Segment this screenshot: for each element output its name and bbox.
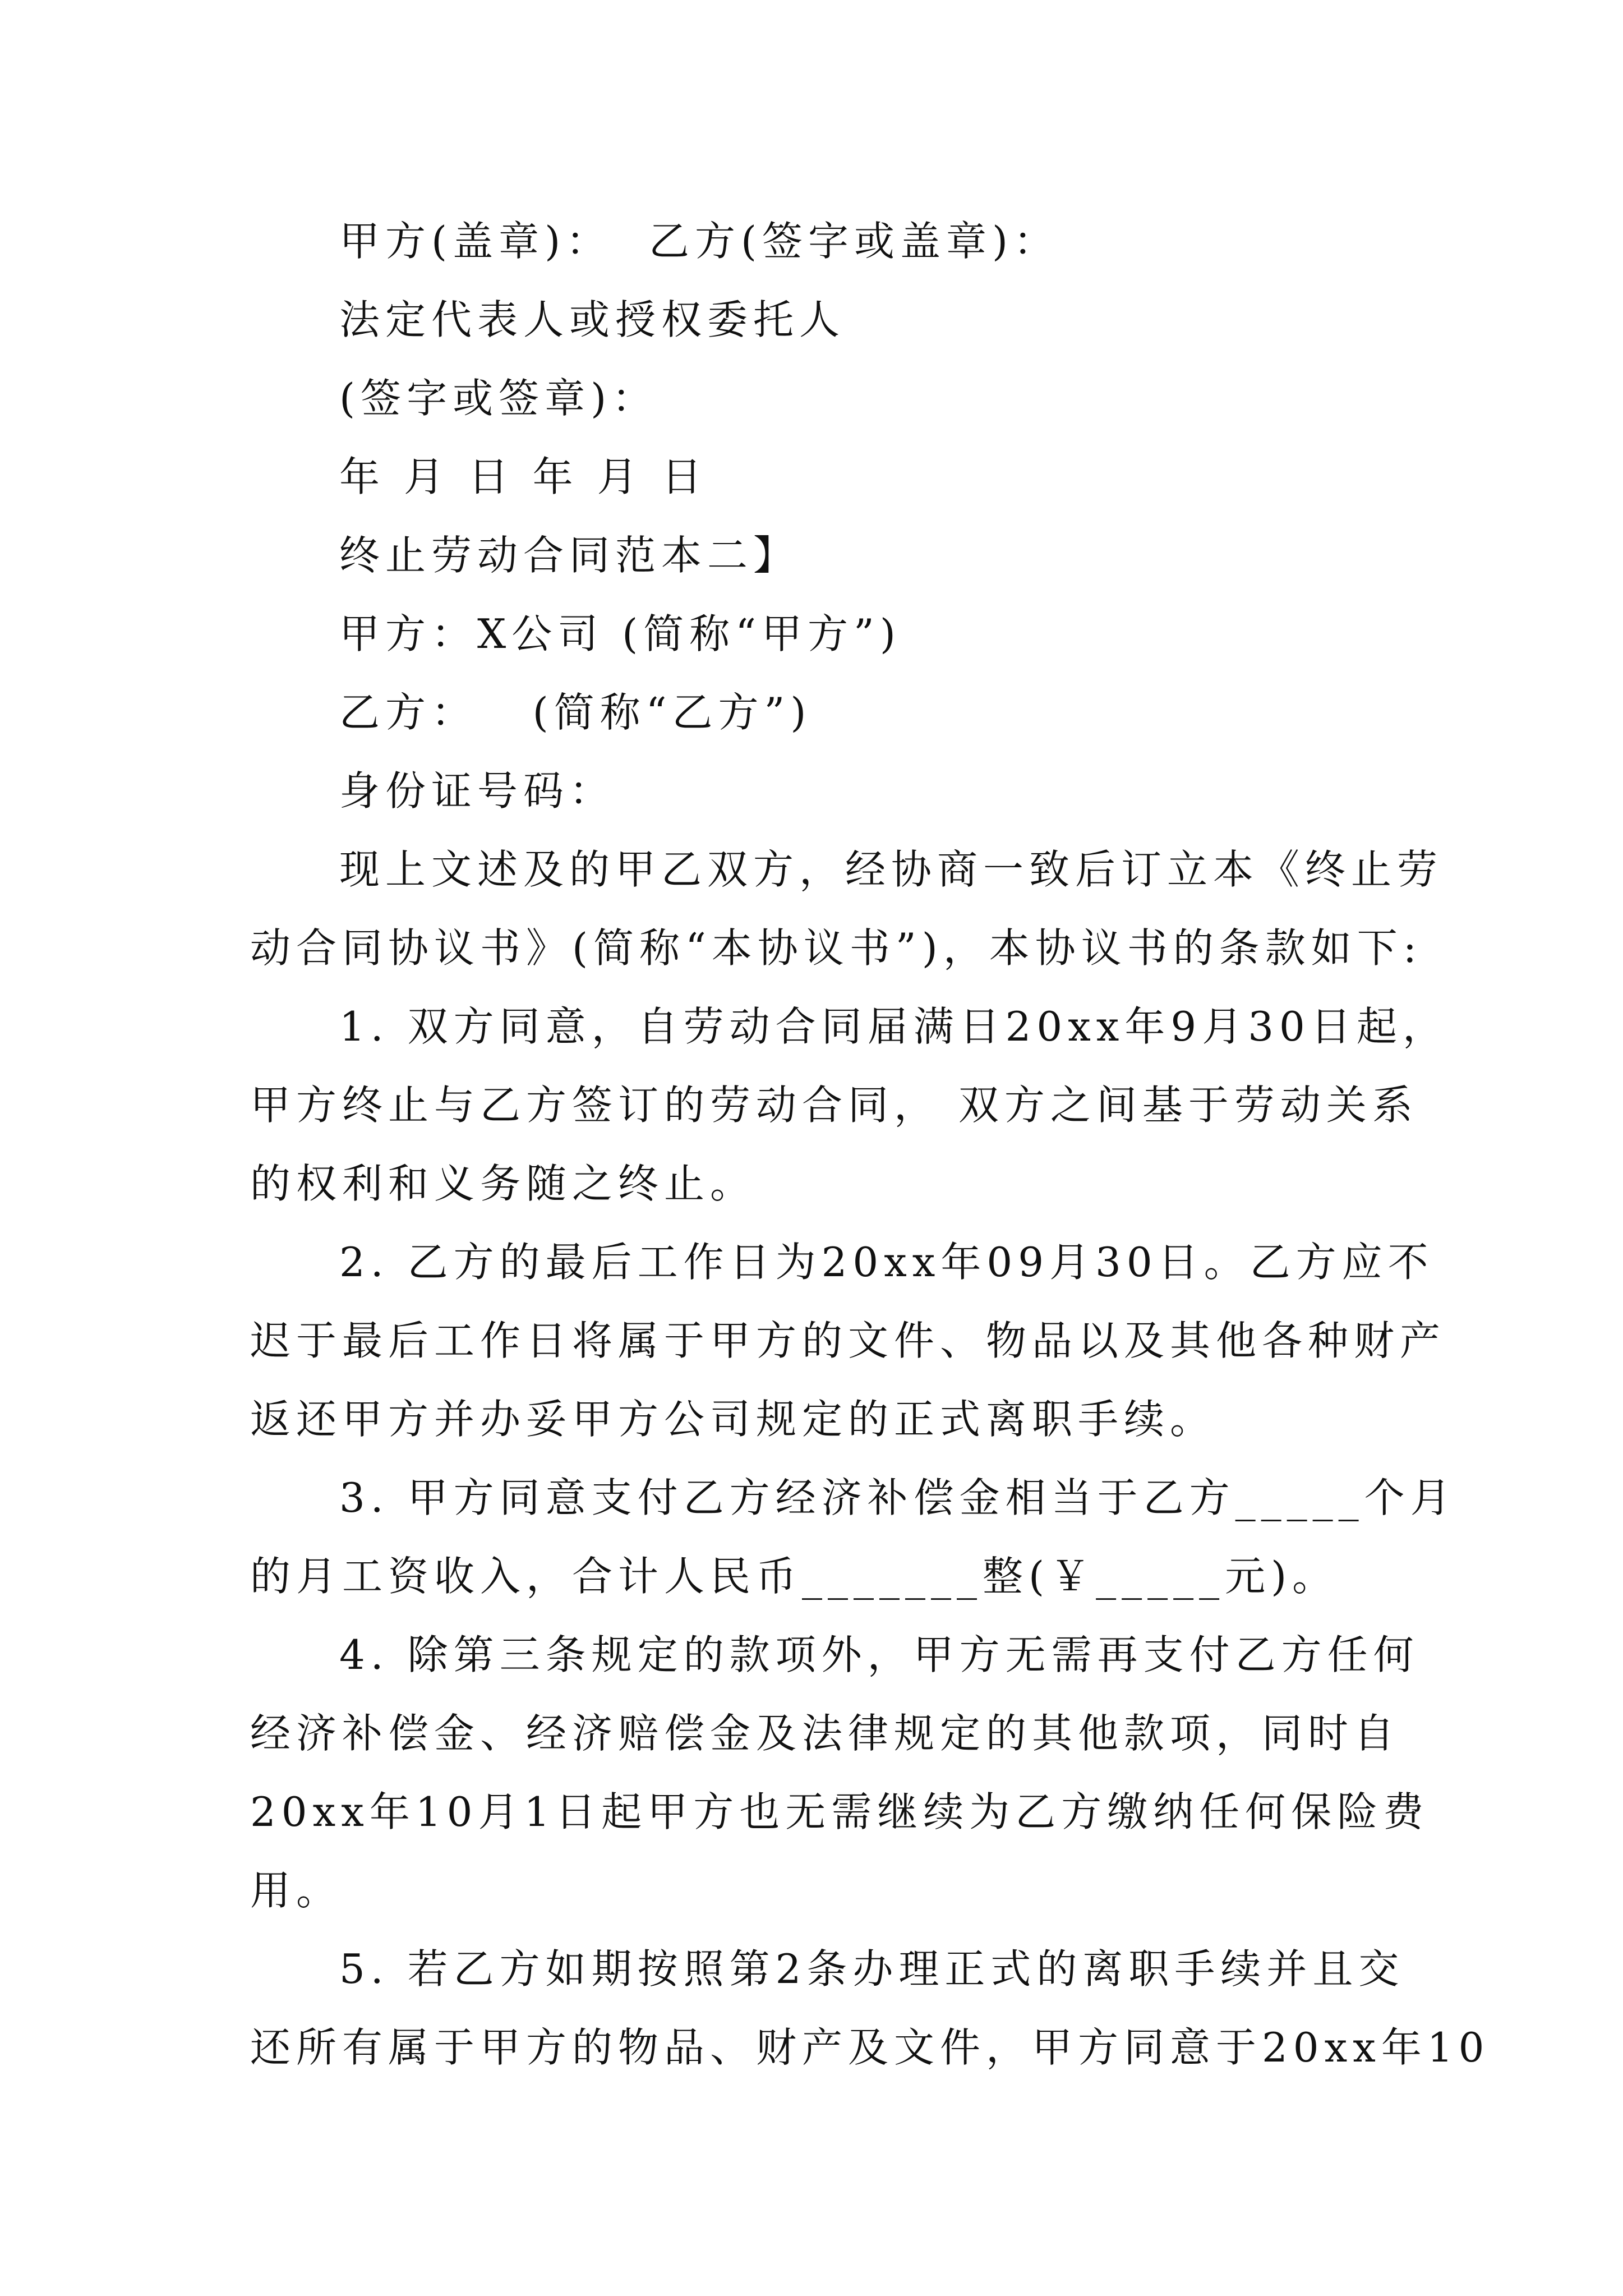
clause-2-line-2: 迟于最后工作日将属于甲方的文件、物品以及其他各种财产 — [250, 1317, 1446, 1364]
section-title: 终止劳动合同范本二】 — [339, 532, 800, 579]
clause-5-line-2: 还所有属于甲方的物品、财产及文件，甲方同意于20xx年10 — [250, 2024, 1490, 2071]
clause-4-line-4: 用。 — [250, 1867, 343, 1914]
clause-4-line-1: 4. 除第三条规定的款项外，甲方无需再支付乙方任何 — [339, 1631, 1419, 1678]
clause-5-line-1: 5. 若乙方如期按照第2条办理正式的离职手续并且交 — [339, 1945, 1405, 1993]
clause-3-line-2: 的月工资收入，合计人民币_______整(￥_____元)。 — [250, 1553, 1339, 1600]
signature-line-parties: 甲方(盖章)： 乙方(签字或盖章)： — [339, 218, 1060, 265]
clause-2-line-3: 返还甲方并办妥甲方公司规定的正式离职手续。 — [250, 1396, 1216, 1443]
intro-paragraph-line-1: 现上文述及的甲乙双方，经协商一致后订立本《终止劳 — [339, 846, 1444, 893]
date-line: 年 月 日 年 月 日 — [339, 453, 708, 500]
clause-1-line-2: 甲方终止与乙方签订的劳动合同， 双方之间基于劳动关系 — [250, 1082, 1418, 1129]
clause-4-line-2: 经济补偿金、经济赔偿金及法律规定的其他款项，同时自 — [250, 1710, 1400, 1757]
signature-note-line: (签字或签章)： — [339, 375, 658, 422]
legal-representative-line: 法定代表人或授权委托人 — [339, 296, 846, 343]
clause-1-line-1: 1. 双方同意，自劳动合同届满日20xx年9月30日起， — [339, 1003, 1449, 1050]
id-number-line: 身份证号码： — [339, 767, 616, 815]
party-a-line: 甲方：X公司 (简称“甲方”) — [339, 610, 901, 657]
clause-1-line-3: 的权利和义务随之终止。 — [250, 1160, 757, 1207]
clause-2-line-1: 2. 乙方的最后工作日为20xx年09月30日。乙方应不 — [339, 1239, 1434, 1286]
party-b-line: 乙方： (简称“乙方”) — [339, 689, 812, 736]
intro-paragraph-line-2: 动合同协议书》(简称“本协议书”)，本协议书的条款如下: — [250, 924, 1423, 972]
clause-3-line-1: 3. 甲方同意支付乙方经济补偿金相当于乙方_____个月 — [339, 1474, 1456, 1521]
clause-4-line-3: 20xx年10月1日起甲方也无需继续为乙方缴纳任何保险费 — [250, 1788, 1430, 1835]
